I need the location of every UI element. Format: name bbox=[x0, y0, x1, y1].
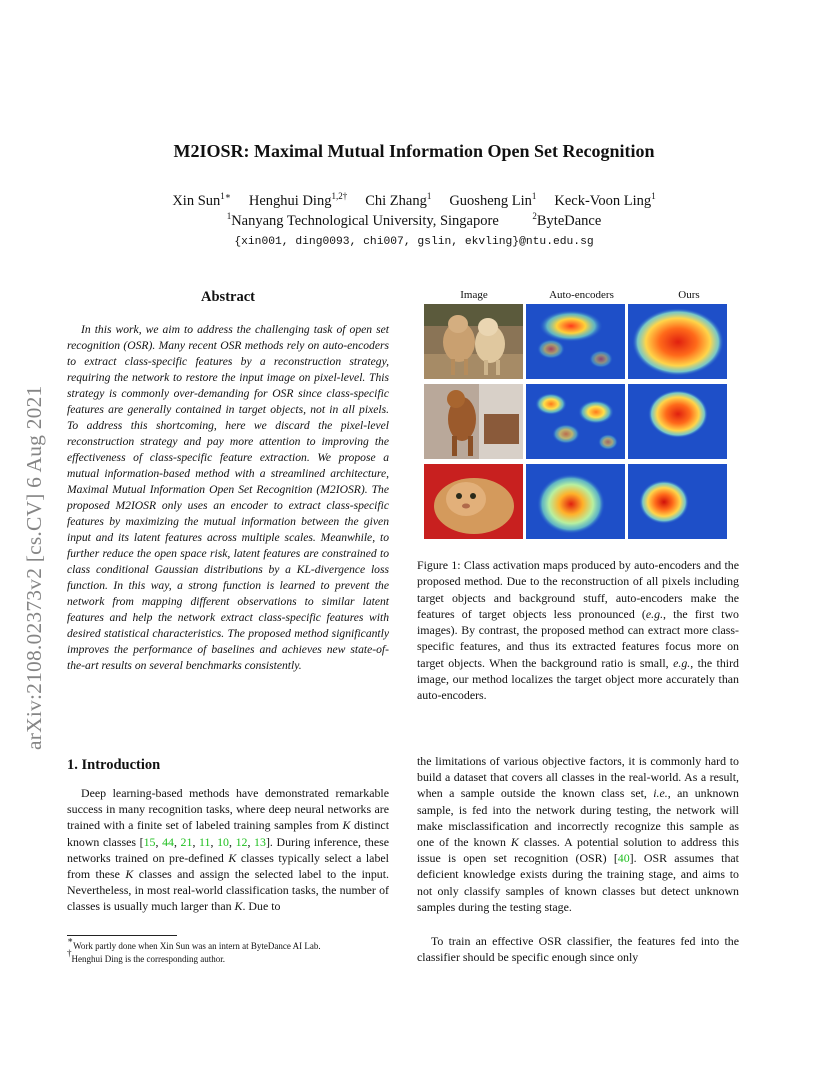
text-run: Figure 1: Class activation maps produced by auto-encoders and the proposed method. Due to the reconstruction of all pixels including target objects and background stuff, auto-encoders make the features of target objects less pronounced ( bbox=[417, 558, 739, 621]
italic-text: K bbox=[234, 899, 243, 914]
affiliation-bytedance: ByteDance bbox=[536, 213, 602, 229]
italic-text: K bbox=[125, 867, 134, 882]
author-name bbox=[172, 193, 231, 209]
citation-link[interactable]: 13 bbox=[254, 834, 266, 849]
author-name-text: Keck-Voon Ling bbox=[554, 193, 652, 209]
author-name-text: Henghui Ding bbox=[248, 193, 332, 209]
text-run: the limitations of various objective factors, it is commonly hard to build a dataset that covers all classes in the real-world. As a result, when a sample outside the known class set, bbox=[417, 754, 739, 801]
text-run: , bbox=[192, 834, 200, 849]
author-affil-mark: 1 bbox=[531, 191, 537, 201]
citation-link[interactable]: 44 bbox=[162, 834, 174, 849]
abstract-text: In this work, we aim to address the challenging task of open set recognition (OSR). Many recent OSR methods rely on auto-encoders to extract class-specific features by a reconstruction strategy, requiring the network to restore the input image on pixel-level. This strategy is commonly over-demanding for OSR since class-specific features are generally contained in target objects, not in all pixels. To address this shortcoming, here we discard the pixel-level reconstruction strategy and pay more attention to improving the effectiveness of class-specific feature extraction. We propose a mutual information-based method with a streamlined architecture, Maximal Mutual Information Open Set Recognition (M2IOSR). The proposed M2IOSR only uses an encoder to extract class-specific features by maximizing the mutual information between the given input and its latent features across multiple scales. Meanwhile, to further reduce the open space risk, latent features are constrained to class conditional Gaussian distributions by a KL-divergence loss function. In this way, a strong function is learned to prevent the network from mapping different observations to similar latent features and help the network extract class-specific features with desired statistical characteristics. The proposed method significantly improves the performance of baselines and achieves new state-of-the-art results on several benchmarks consistently. bbox=[67, 323, 389, 672]
footnote-1 bbox=[67, 935, 397, 952]
affil-mark: 1 bbox=[226, 211, 232, 221]
text-run: , bbox=[155, 834, 163, 849]
citation-link[interactable]: 15 bbox=[143, 834, 156, 849]
author-name-text: Chi Zhang bbox=[365, 193, 427, 209]
italic-text: K bbox=[228, 850, 237, 865]
text-run: classes typically select a label from these bbox=[67, 850, 389, 882]
footnote-text: Henghui Ding is the corresponding author. bbox=[71, 954, 225, 964]
italic-text: K bbox=[510, 835, 519, 850]
author-name bbox=[365, 193, 431, 209]
affiliations bbox=[0, 213, 828, 230]
author-emails: {xin001, ding0093, chi007, gslin, ekvling}@ntu.edu.sg bbox=[234, 236, 594, 248]
footnote-text: Work partly done when Xin Sun was an intern at ByteDance AI Lab. bbox=[73, 941, 321, 951]
affiliation-ntu: Nanyang Technological University, Singapore bbox=[231, 213, 499, 229]
text-run: ]. During inference, these networks trained on pre-defined bbox=[67, 834, 390, 865]
citation-link[interactable]: 21 bbox=[180, 834, 193, 849]
citation-link[interactable]: 12 bbox=[235, 834, 248, 849]
author-affil-mark: 1,2† bbox=[331, 191, 348, 201]
intro-paragraph-right-2: To train an effective OSR classifier, the features fed into the classifier should be specific enough since only bbox=[417, 934, 739, 965]
author-affil-mark: 1 bbox=[426, 191, 432, 201]
text-run: , bbox=[173, 834, 181, 849]
author-affil-mark: 1∗ bbox=[220, 191, 231, 201]
photo-cat bbox=[424, 464, 523, 539]
heatmap-autoencoder-cat bbox=[526, 464, 625, 539]
italic-text: e.g. bbox=[645, 606, 664, 621]
arxiv-stamp: arXiv:2108.02373v2 [cs.CV] 6 Aug 2021 bbox=[22, 385, 46, 750]
footnote-mark: ∗ bbox=[67, 935, 74, 945]
affil-mark: 2 bbox=[532, 211, 537, 221]
author-name bbox=[249, 193, 347, 209]
figure-caption bbox=[417, 557, 739, 704]
citation-link[interactable]: 10 bbox=[217, 834, 229, 849]
column-auto-encoders: Auto-encoders bbox=[549, 289, 614, 301]
intro-paragraph-right bbox=[417, 753, 739, 915]
intro-paragraph-left bbox=[67, 785, 389, 915]
text-run: classes and assign the selected label to the input. Nevertheless, in most real-world classification tasks, the number of classes is usually much larger than bbox=[67, 867, 389, 914]
photo-two-dogs bbox=[424, 304, 523, 379]
footnote-rule bbox=[67, 935, 177, 936]
heatmap-autoencoder-dog bbox=[526, 384, 625, 459]
heatmap-ours-dogs bbox=[628, 304, 727, 379]
text-run: Deep learning-based methods have demonstrated remarkable success in many recognition tasks, where deep neural networks are trained with a finite set of labeled training samples from bbox=[67, 786, 389, 833]
column-ours: Ours bbox=[678, 289, 700, 301]
text-run: classes. A potential solution to address this issue is open set recognition (OSR) [ bbox=[417, 835, 740, 866]
paper-title: M2IOSR: Maximal Mutual Information Open Set Recognition bbox=[173, 141, 655, 161]
text-run: . Due to bbox=[242, 899, 281, 914]
footnote-mark: † bbox=[67, 948, 72, 958]
text-run: , the first two images). By contrast, the proposed method can extract more class-specific features, and thus its extracted features focus more on target objects. When the background ratio is small, bbox=[417, 606, 739, 670]
text-run: , the third image, our method localizes the target object more accurately than auto-encoders. bbox=[417, 655, 740, 703]
italic-text: e.g. bbox=[673, 655, 691, 670]
text-run: , bbox=[247, 834, 255, 849]
italic-text: i.e. bbox=[653, 786, 668, 801]
figure-image-grid bbox=[424, 304, 739, 539]
author-name bbox=[449, 193, 536, 209]
text-run: distinct known classes [ bbox=[67, 818, 389, 849]
footnote-2 bbox=[67, 948, 397, 965]
column-image: Image bbox=[460, 289, 488, 301]
text-run: , bbox=[228, 834, 236, 849]
citation-link[interactable]: 40 bbox=[617, 851, 630, 866]
author-name-text: Guosheng Lin bbox=[449, 193, 532, 209]
italic-text: K bbox=[342, 818, 351, 833]
figure-1 bbox=[424, 289, 739, 539]
figure-column-headers bbox=[424, 289, 739, 303]
author-name-text: Xin Sun bbox=[172, 193, 221, 209]
heatmap-ours-cat bbox=[628, 464, 727, 539]
heatmap-autoencoder-dogs bbox=[526, 304, 625, 379]
author-name bbox=[554, 193, 655, 209]
heatmap-ours-dog bbox=[628, 384, 727, 459]
author-affil-mark: 1 bbox=[651, 191, 656, 201]
section-heading-introduction: 1. Introduction bbox=[67, 757, 161, 773]
text-run: ]. OSR assumes that deficient knowledge exists during the training stage, and aims to not only classify samples of known classes but detect unknown samples during the testing stage. bbox=[417, 851, 739, 914]
abstract-heading: Abstract bbox=[201, 289, 255, 305]
citation-link[interactable]: 11 bbox=[199, 834, 211, 849]
text-run: , an unknown sample, is fed into the network during testing, the network will make misclassification and incorrectly recognize this sample as one of the known bbox=[417, 786, 739, 850]
photo-dog bbox=[424, 384, 523, 459]
author-list bbox=[0, 193, 828, 210]
text-run: , bbox=[210, 834, 218, 849]
